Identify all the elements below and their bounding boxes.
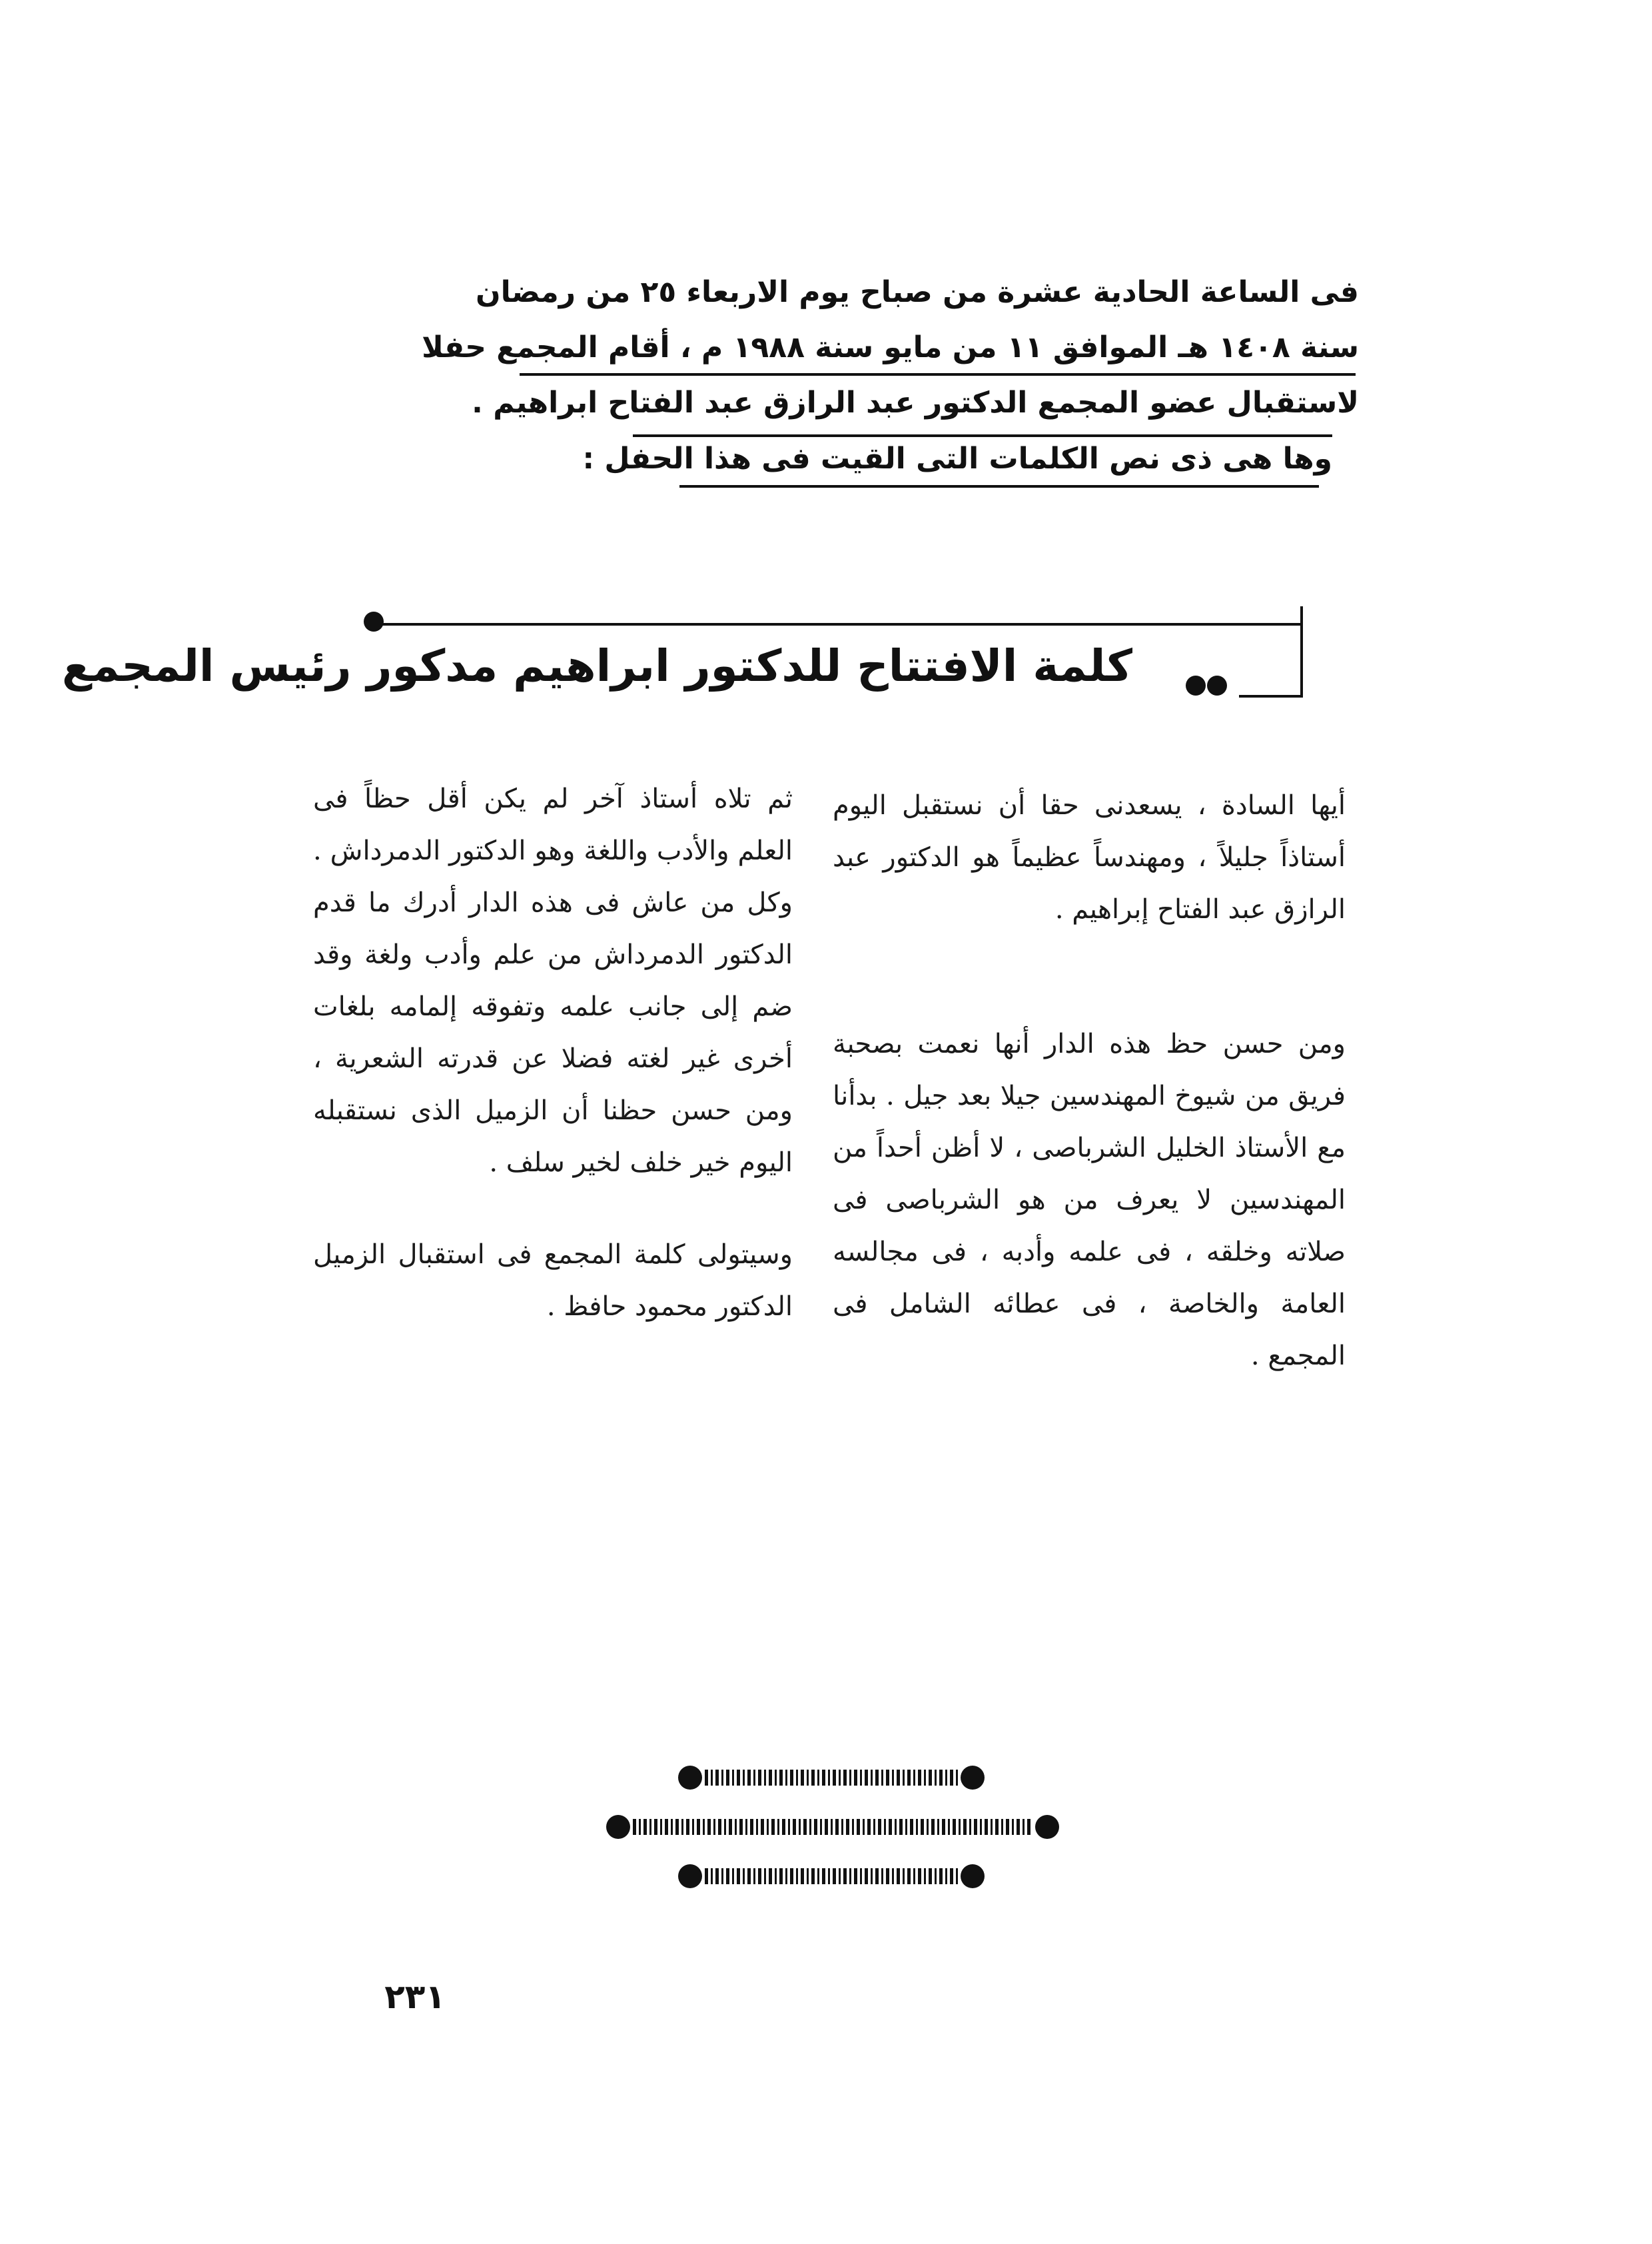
paragraph: وسيتولى كلمة المجمع فى استقبال الزميل الدكتور محمود حافظ .	[313, 1239, 793, 1322]
intro-underline-1	[520, 373, 1356, 376]
banner-bullet-dot	[364, 612, 384, 632]
paragraph: ثم تلاه أستاذ آخر لم يكن أقل حظاً فى العلم والأدب واللغة وهو الدكتور الدمرداش . وكل من عاش فى هذه الدار أدرك ما قدم الدكتور الدمرداش من علم وأدب ولغة وقد ضم إلى جانب علمه وتفوقه إلمامه بلغات أخرى غير لغته فضلا عن قدرته الشعرية ، ومن حسن حظنا أن الزميل الذى نستقبله اليوم خير خلف لخير سلف .	[313, 784, 793, 1178]
body-column-left	[313, 773, 793, 1333]
banner-frame-top	[373, 623, 1302, 626]
ornament-dot	[1035, 1815, 1059, 1839]
paragraph: أيها السادة ، يسعدنى حقا أن نستقبل اليوم أستاذاً جليلاً ، ومهندساً عظيماً هو الدكتور عبد الرازق عبد الفتاح إبراهيم .	[833, 790, 1346, 925]
ornament-pattern	[633, 1819, 1032, 1835]
ornament-row	[678, 1863, 985, 1890]
ornament-dot	[678, 1864, 702, 1888]
intro-line-1: فى الساعة الحادية عشرة من صباح يوم الاربعاء ٢٥ من رمضان	[476, 275, 1359, 309]
section-headline: كلمة الافتتاح للدكتور ابراهيم مدكور رئيس المجمع	[61, 640, 1132, 692]
ornament-dot	[678, 1766, 702, 1790]
body-column-right	[833, 780, 1346, 1382]
ornament-row	[678, 1764, 985, 1791]
intro-underline-2	[633, 434, 1332, 437]
intro-line-4: وها هى ذى نص الكلمات التى القيت فى هذا الحفل :	[582, 442, 1332, 476]
ornament-row	[606, 1814, 1059, 1840]
paragraph: ومن حسن حظ هذه الدار أنها نعمت بصحبة فريق من شيوخ المهندسين جيلا بعد جيل . بدأنا مع الأستاذ الخليل الشرباصى ، لا أظن أحداً من المهندسين لا يعرف من هو الشرباصى فى صلاته وخلقه ، فى علمه وأدبه ، فى مجالسه العامة والخاصة ، فى عطائه الشامل فى المجمع .	[833, 1029, 1346, 1371]
banner-bullet-dot	[1207, 676, 1227, 696]
banner-frame-right	[1300, 606, 1303, 696]
intro-underline-3	[679, 485, 1319, 488]
intro-line-2: سنة ١٤٠٨ هـ الموافق ١١ من مايو سنة ١٩٨٨ م ، أقام المجمع حفلا	[422, 330, 1359, 364]
ornament-pattern	[705, 1868, 958, 1884]
ornament-dot	[961, 1766, 985, 1790]
ornament-dot	[606, 1815, 630, 1839]
ornament-dot	[961, 1864, 985, 1888]
banner-frame-bottom	[1239, 695, 1303, 698]
ornament-pattern	[705, 1770, 958, 1786]
intro-line-3: لاستقبال عضو المجمع الدكتور عبد الرازق عبد الفتاح ابراهيم .	[472, 386, 1359, 420]
page-number: ٢٣١	[384, 1977, 446, 2016]
banner-bullet-dot	[1186, 676, 1206, 696]
